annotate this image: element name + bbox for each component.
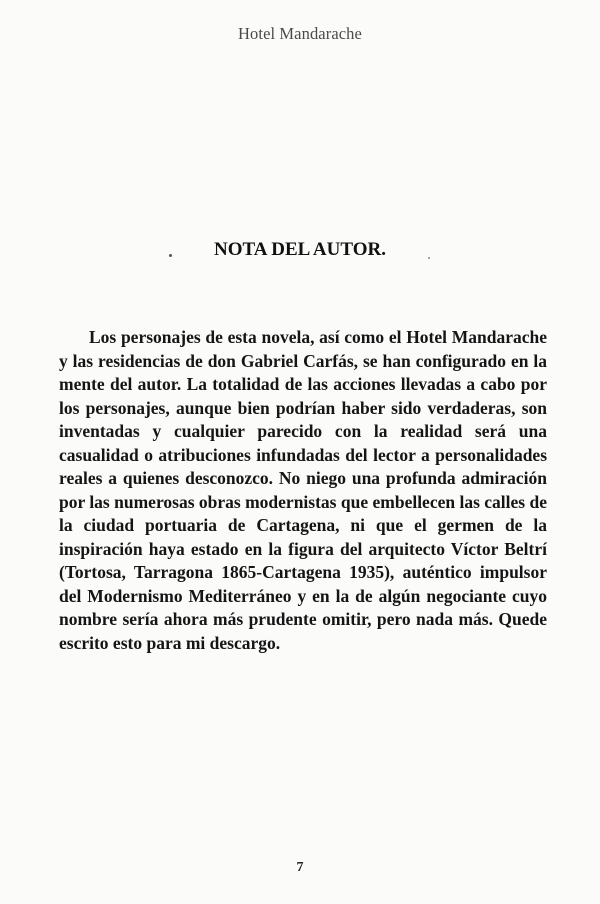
author-note-paragraph: Los personajes de esta novela, así como el Hotel Mandarache y las residencias de don Gabriel Carfás, se han configurado en la mente del autor. La totalidad de las acciones llevadas a cabo por los personajes, aunque bien podrían haber sido verdaderas, son inventadas y cualquier parecido con la realidad será una casualidad o atribuciones infundadas del lector a personalidades reales a quienes desconozco. No niego una profunda admiración por las numerosas obras modernistas que embellecen las calles de la ciudad portuaria de Cartagena, ni que el germen de la inspiración haya estado en la figura del arquitecto Víctor Beltrí (Tortosa, Tarragona 1865-Cartagena 1935), auténtico impulsor del Modernismo Mediterráneo y en la de algún negociante cuyo nombre sería ahora más prudente omitir, pero nada más. Quede escrito esto para mi descargo. — [59, 327, 547, 653]
section-title: NOTA DEL AUTOR. — [214, 239, 386, 260]
scan-speck — [169, 254, 172, 257]
page-number: 7 — [296, 860, 304, 875]
scan-speck — [428, 257, 430, 259]
running-header: Hotel Mandarache — [238, 24, 362, 43]
